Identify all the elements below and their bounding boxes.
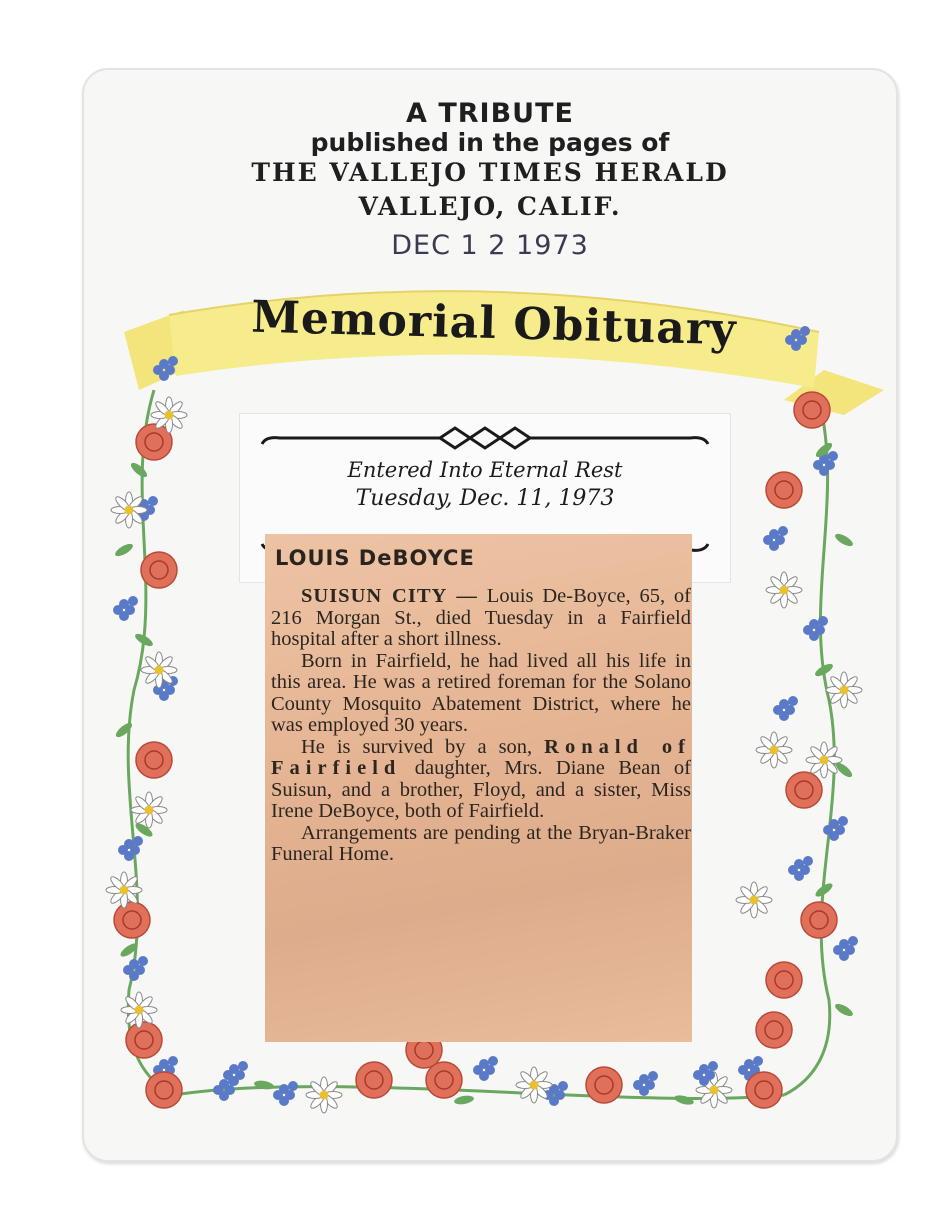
- leaf-icon: [453, 1094, 474, 1105]
- rose-icon: [136, 742, 172, 778]
- rose-icon: [766, 962, 802, 998]
- forget-me-not-icon: [273, 1081, 298, 1106]
- leaf-icon: [129, 461, 149, 480]
- obituary-paragraph-4: Arrangements are pending at the Bryan-Braker Funeral Home.: [271, 821, 691, 865]
- forget-me-not-icon: [803, 616, 828, 641]
- survivor-name: Ronald of Fairfield: [271, 735, 691, 779]
- rose-icon: [586, 1067, 622, 1103]
- rose-icon: [146, 1072, 182, 1108]
- newspaper-clipping: [265, 534, 692, 1042]
- daisy-icon: [111, 492, 147, 528]
- daisy-icon: [131, 792, 167, 828]
- rose-icon: [426, 1062, 462, 1098]
- daisy-icon: [806, 742, 842, 778]
- paragraph-3-text-b: daughter, Mrs. Diane Bean of Suisun, and a brother, Floyd, and a sister, Miss Irene DeBoyce, both of Fairfield.: [271, 757, 692, 822]
- forget-me-not-icon: [833, 936, 858, 961]
- daisy-icon: [826, 672, 862, 708]
- obituary-paragraph-1: [271, 586, 691, 651]
- paragraph-1-text: Louis De-Boyce, 65, of 216 Morgan St., died Tuesday in a Fairfield hospital after a short illness.: [271, 585, 692, 650]
- rose-icon: [801, 902, 837, 938]
- leaf-icon: [833, 532, 854, 549]
- paragraph-3-text-a: He is survived by a son,: [301, 735, 533, 758]
- forget-me-not-icon: [773, 696, 798, 721]
- eternal-rest-text: Entered Into Eternal Rest: [347, 458, 623, 482]
- newspaper-location: VALLEJO, CALIF.: [358, 192, 622, 221]
- leaf-icon: [673, 1094, 694, 1107]
- daisy-icon: [106, 872, 142, 908]
- forget-me-not-icon: [123, 956, 148, 981]
- banner-title: Memorial Obituary: [250, 291, 738, 356]
- rose-icon: [114, 902, 150, 938]
- daisy-icon: [756, 732, 792, 768]
- rose-icon: [141, 552, 177, 588]
- dateline: SUISUN CITY —: [301, 585, 478, 607]
- rose-icon: [766, 472, 802, 508]
- date-stamp: DEC 1 2 1973: [391, 230, 589, 261]
- obituary-paragraph-3: [271, 737, 691, 823]
- deceased-name: LOUIS DeBOYCE: [275, 546, 475, 570]
- rose-icon: [756, 1012, 792, 1048]
- rose-icon: [126, 1022, 162, 1058]
- death-date: Tuesday, Dec. 11, 1973: [355, 486, 615, 511]
- daisy-icon: [736, 882, 772, 918]
- daisy-icon: [516, 1067, 552, 1103]
- published-line: published in the pages of: [310, 128, 670, 157]
- memorial-card: [82, 68, 898, 1162]
- forget-me-not-icon: [788, 856, 813, 881]
- rose-icon: [746, 1072, 782, 1108]
- rose-icon: [794, 392, 830, 428]
- forget-me-not-icon: [823, 816, 848, 841]
- rose-icon: [356, 1062, 392, 1098]
- leaf-icon: [114, 721, 134, 740]
- tribute-heading: A TRIBUTE: [406, 98, 574, 129]
- leaf-icon: [113, 542, 134, 559]
- forget-me-not-icon: [473, 1056, 498, 1081]
- forget-me-not-icon: [113, 596, 138, 621]
- daisy-icon: [151, 397, 187, 433]
- newspaper-name: THE VALLEJO TIMES HERALD: [251, 158, 729, 187]
- daisy-icon: [141, 652, 177, 688]
- daisy-icon: [306, 1077, 342, 1113]
- obituary-text: [271, 586, 691, 866]
- forget-me-not-icon: [118, 836, 143, 861]
- daisy-icon: [121, 992, 157, 1028]
- rose-icon: [786, 772, 822, 808]
- leaf-icon: [833, 1002, 854, 1019]
- daisy-icon: [766, 572, 802, 608]
- obituary-paragraph-2: Born in Fairfield, he had lived all his life in this area. He was a retired foreman for the Solano County Mosquito Abatement District, where he was employed 30 years.: [271, 649, 691, 736]
- forget-me-not-icon: [763, 526, 788, 551]
- forget-me-not-icon: [633, 1071, 658, 1096]
